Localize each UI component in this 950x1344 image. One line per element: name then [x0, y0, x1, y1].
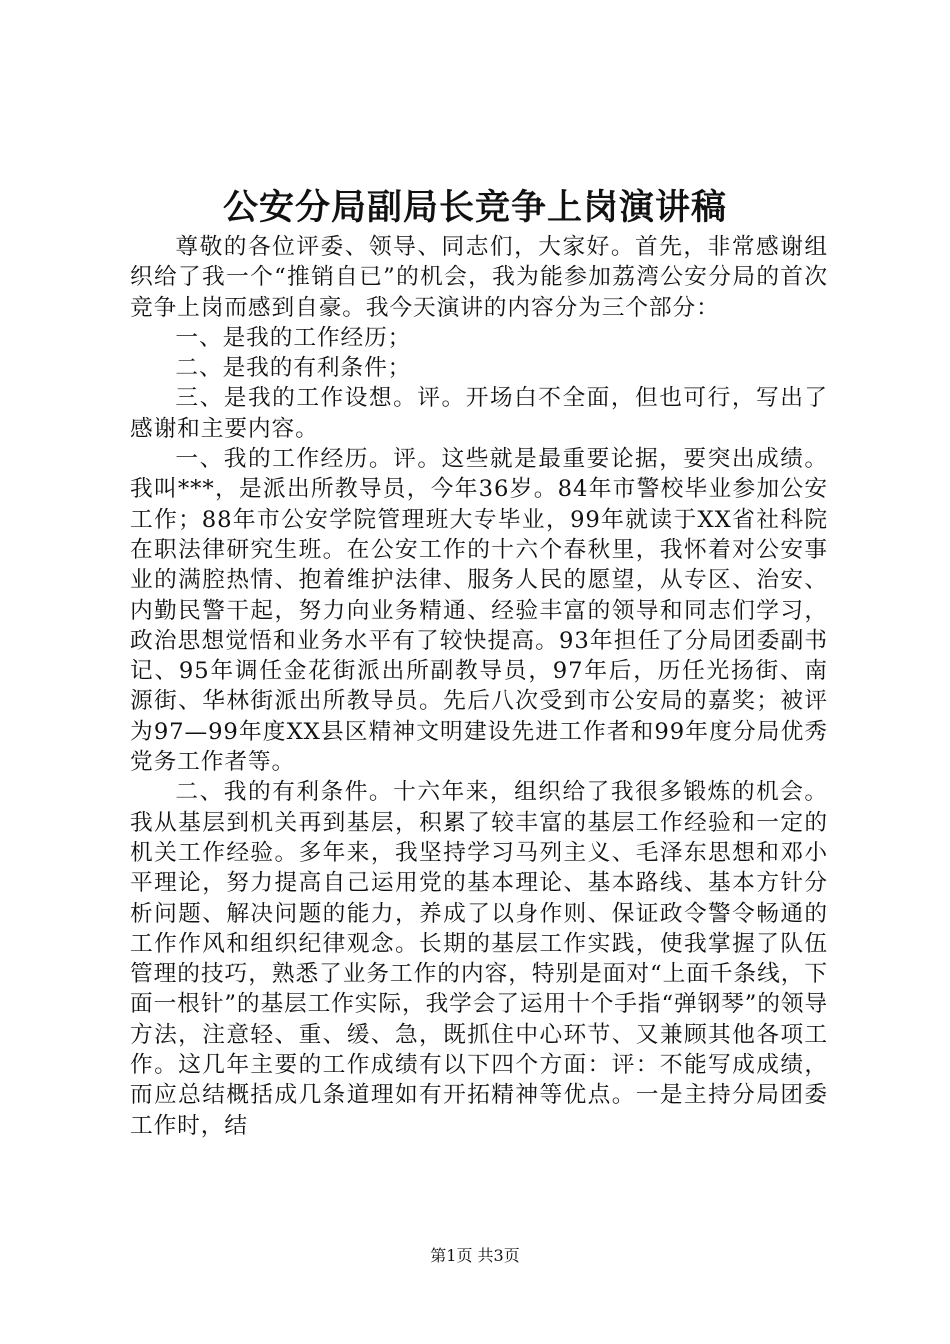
document-body: [130, 232, 828, 1141]
paragraph-outline-1: 一、是我的工作经历；: [175, 324, 412, 351]
paragraph-greeting: 尊敬的各位评委、领导、同志们，大家好。首先，非常感谢组织给了我一个“推销自已”的机会，我为能参加荔湾公安分局的首次竞争上岗而感到自豪。我今天演讲的内容分为三个部分：: [130, 234, 828, 321]
paragraph-advantages: 二、我的有利条件。十六年来，组织给了我很多锻炼的机会。我从基层到机关再到基层，积累了较丰富的基层工作经验和一定的机关工作经验。多年来，我坚持学习马列主义、毛泽东思想和邓小平理论，努力提高自己运用党的基本理论、基本路线、基本方针分析问题、解决问题的能力，养成了以身作则、保证政令警令畅通的工作作风和组织纪律观念。长期的基层工作实践，使我掌握了队伍管理的技巧，熟悉了业务工作的内容，特别是面对“上面千条线，下面一根针”的基层工作实际，我学会了运用十个手指“弹钢琴”的领导方法，注意轻、重、缓、急，既抓住中心环节、又兼顾其他各项工作。这几年主要的工作成绩有以下四个方面：评：不能写成成绩，而应总结概括成几条道理如有开拓精神等优点。一是主持分局团委工作时，结: [130, 779, 828, 1139]
document-title: 公安分局副局长竞争上岗演讲稿: [222, 187, 727, 228]
paragraph-outline-2: 二、是我的有利条件；: [175, 355, 412, 382]
paragraph-outline-3: 三、是我的工作设想。评。开场白不全面，但也可行，写出了感谢和主要内容。: [130, 385, 828, 442]
paragraph-work-history: 一、我的工作经历。评。这些就是最重要论据，要突出成绩。我叫***，是派出所教导员，今年36岁。84年市警校毕业参加公安工作；88年市公安学院管理班大专毕业，99年就读于XX省社科院在职法律研究生班。在公安工作的十六个春秋里，我怀着对公安事业的满腔热情、抱着维护法律、服务人民的愿望，从专区、治安、内勤民警干起，努力向业务精通、经验丰富的领导和同志们学习，政治思想觉悟和业务水平有了较快提高。93年担任了分局团委副书记、95年调任金花街派出所副教导员，97年后，历任光扬街、南源街、华林街派出所教导员。先后八次受到市公安局的嘉奖；被评为97—99年度XX县区精神文明建设先进工作者和99年度分局优秀党务工作者等。: [130, 446, 828, 776]
page-number-footer: 第1页 共3页: [430, 1246, 520, 1265]
